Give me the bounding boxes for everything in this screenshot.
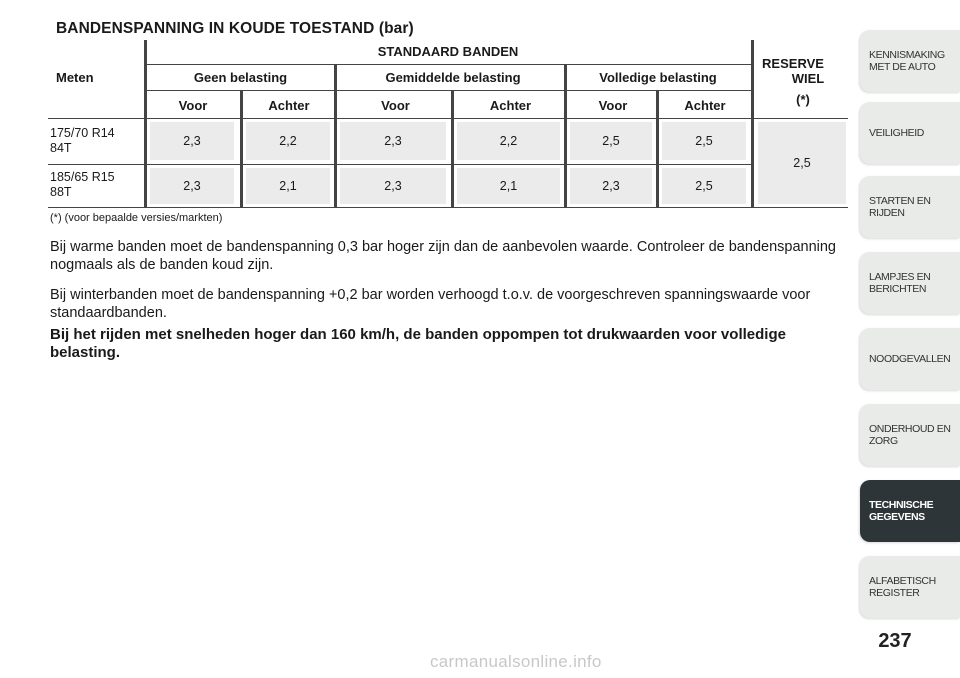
header-geen-belasting: Geen belasting: [193, 70, 288, 85]
tab-lampjes-en-berichten[interactable]: [860, 252, 960, 314]
tab-label: ZORG: [869, 435, 898, 447]
value-cell: 2,3: [150, 122, 234, 160]
value-cell: 2,3: [340, 122, 446, 160]
tab-alfabetisch-register[interactable]: [860, 556, 960, 618]
value-cell: 2,1: [246, 168, 330, 204]
paragraph-warm-tires: Bij warme banden moet de bandenspanning 0,3 bar hoger zijn dan de aanbevolen waarde. Controleer de bandenspanning nogmaals als de banden koud zijn.: [50, 239, 836, 273]
tab-kennismaking[interactable]: [860, 30, 960, 92]
value-cell: 2,5: [570, 122, 652, 160]
value-cell: 2,3: [150, 168, 234, 204]
tab-label: REGISTER: [869, 587, 920, 599]
divider: [334, 64, 337, 208]
header-voor: Voor: [598, 98, 628, 113]
divider: [564, 64, 567, 208]
header-gemiddelde-belasting: Gemiddelde belasting: [385, 70, 521, 85]
divider: [48, 207, 848, 208]
divider: [144, 40, 147, 208]
header-spare-2: WIEL: [791, 71, 825, 86]
tab-onderhoud-en-zorg[interactable]: [860, 404, 960, 466]
header-spare-1: RESERVE: [762, 56, 824, 71]
paragraph-winter-tires: Bij winterbanden moet de bandenspanning +0,2 bar worden verhoogd t.o.v. de voorgeschreven spanningswaarde voor standaardbanden.: [50, 287, 811, 321]
header-achter: Achter: [268, 98, 310, 113]
divider: [751, 40, 754, 208]
tab-label: TECHNISCHE: [869, 499, 934, 511]
row-size-line2: 88T: [50, 185, 72, 199]
tab-technische-gegevens[interactable]: [860, 480, 960, 542]
divider: [656, 90, 659, 208]
tab-veiligheid[interactable]: [860, 102, 960, 164]
tab-label: GEGEVENS: [869, 511, 925, 523]
divider: [240, 90, 243, 208]
header-meten: Meten: [56, 70, 94, 85]
tab-starten-en-rijden[interactable]: [860, 176, 960, 238]
tab-label: ALFABETISCH: [869, 575, 936, 587]
header-standaard-banden: STANDAARD BANDEN: [377, 44, 519, 59]
row-size-line1: 175/70 R14: [50, 126, 115, 140]
value-cell: 2,2: [246, 122, 330, 160]
value-cell: 2,5: [662, 168, 746, 204]
value-cell: 2,5: [662, 122, 746, 160]
divider: [48, 164, 754, 165]
value-cell: 2,3: [570, 168, 652, 204]
header-voor: Voor: [178, 98, 208, 113]
tab-label: VEILIGHEID: [869, 127, 924, 139]
tab-label: NOODGEVALLEN: [869, 353, 951, 365]
tab-label: KENNISMAKING: [869, 49, 945, 61]
header-achter: Achter: [684, 98, 726, 113]
title-main: BANDENSPANNING IN KOUDE TOESTAND: [56, 20, 375, 37]
title-unit: (bar): [378, 20, 414, 37]
divider: [451, 90, 454, 208]
row-size-line2: 84T: [50, 141, 72, 155]
tab-label: BERICHTEN: [869, 283, 927, 295]
page-title: [56, 20, 414, 38]
watermark: carmanualsonline.info: [430, 652, 602, 671]
value-cell: 2,3: [340, 168, 446, 204]
header-volledige-belasting: Volledige belasting: [599, 70, 717, 85]
tab-label: MET DE AUTO: [869, 61, 936, 73]
tab-label: ONDERHOUD EN: [869, 423, 951, 435]
divider: [144, 90, 754, 91]
header-achter: Achter: [489, 98, 532, 113]
header-voor: Voor: [381, 98, 410, 113]
spare-wheel-value: 2,5: [758, 122, 846, 204]
tab-label: LAMPJES EN: [869, 271, 931, 283]
value-cell: 2,1: [457, 168, 560, 204]
tire-pressure-table: [48, 40, 848, 208]
tab-noodgevallen[interactable]: [860, 328, 960, 390]
row-size-line1: 185/65 R15: [50, 170, 115, 184]
divider: [48, 118, 848, 119]
value-cell: 2,2: [457, 122, 560, 160]
footnote: (*) (voor bepaalde versies/markten): [50, 212, 223, 224]
divider: [144, 64, 754, 65]
header-spare-3: (*): [796, 92, 810, 107]
tab-label: STARTEN EN RIJDEN: [869, 195, 931, 219]
page-number: 237: [878, 630, 912, 652]
paragraph-high-speed: Bij het rijden met snelheden hoger dan 160 km/h, de banden oppompen tot drukwaarden voor volledige belasting.: [50, 326, 786, 361]
